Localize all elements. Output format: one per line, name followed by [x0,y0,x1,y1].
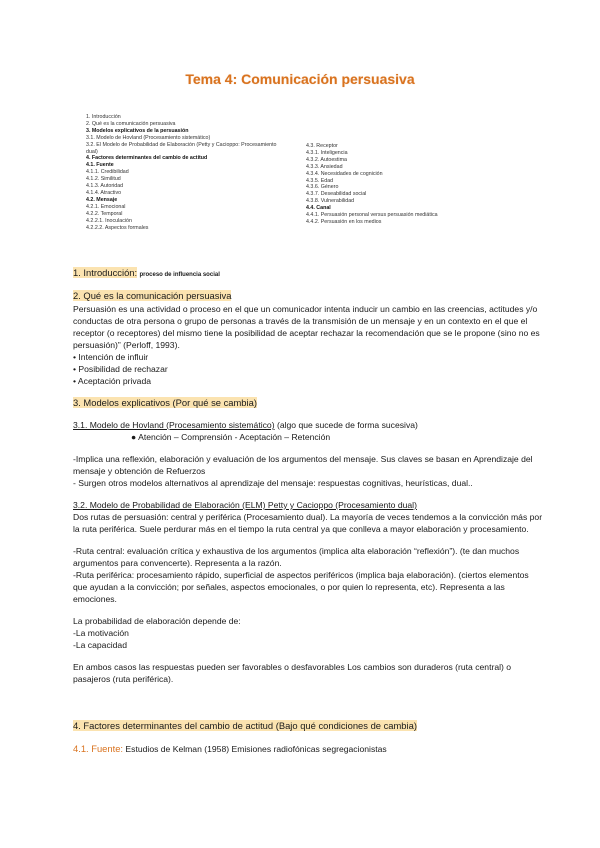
section-factores [73,719,543,755]
section-paragraph: Persuasión es una actividad o proceso en el que un comunicador intenta inducir un cambio en las creencias, actitudes y/o conductas de otra persona o grupo de personas a través de la transmisión de un mensaje y en un contexto en el que el receptor (o receptores) del mismo tiene la posibilidad de aceptar rechazar la recomendación que se le propone (sino no es persuasión)” (Perloff, 1993). [73,304,540,350]
list-item: • Posibilidad de rechazar [73,364,168,374]
subsection-note: Estudios de Kelman (1958) Emisiones radiofónicas segregacionistas [123,744,387,754]
subsection-title: 4.1. Fuente: [73,743,124,754]
subsection-title: 3.2. Modelo de Probabilidad de Elaboración (ELM) Petty y Cacioppo (Procesamiento dual) [73,500,417,510]
section-paragraph: -Ruta central: evaluación crítica y exhaustiva de los argumentos (implica alta elaboración “reflexión”). (te dan muchos argumentos para convencerte). Representa a la razón. [73,546,520,568]
section-paragraph: -Implica una reflexión, elaboración y evaluación de los argumentos del mensaje. Sus claves se basan en Aprendizaje del mensaje y obtención de Refuerzos [73,454,533,476]
list-item: ● Atención – Comprensión - Aceptación – Retención [131,432,331,442]
section-que-es [73,289,543,387]
toc-item[interactable]: 4.3. Receptor [306,143,338,149]
section-note: proceso de influencia social [139,272,220,278]
toc-item[interactable]: 4.3.6. Género [306,184,339,191]
section-modelos [73,396,543,685]
list-item: -La capacidad [73,640,127,650]
toc-item[interactable]: 4.4. Canal [306,205,331,212]
toc-item[interactable]: 2. Qué es la comunicación persuasiva [86,120,176,127]
toc-item[interactable]: 4.4.2. Persuasión en los medios [306,218,382,225]
toc-item[interactable]: 3.2. El Modelo de Probabilidad de Elaboración (Petty y Cacioppo: Procesamiento dual) [86,141,277,155]
section-paragraph: En ambos casos las respuestas pueden ser favorables o desfavorables Los cambios son duraderos (ruta central) o pasajeros (ruta periférica). [73,662,512,684]
section-heading: 3. Modelos explicativos (Por qué se cambia) [73,397,257,408]
toc-item[interactable]: 4.3.7. Deseabilidad social [306,191,367,198]
toc-item[interactable]: 4.4.1. Persuasión personal versus persuasión mediática [306,212,438,219]
toc-item[interactable]: 3. Modelos explicativos de la persuasión [86,127,189,134]
list-item: • Intención de influir [73,352,149,362]
toc-item[interactable]: 4.2.2.1. Inoculación [86,217,132,224]
toc-item[interactable]: 4.3.4. Necesidades de cognición [306,170,383,177]
section-paragraph: La probabilidad de elaboración depende de: [73,616,241,626]
toc-item[interactable]: 4.1. Fuente [86,162,114,169]
toc-item[interactable]: 4.3.1. Inteligencia [306,149,348,156]
toc-item[interactable]: 4.3.8. Vulnerabilidad [306,198,355,205]
toc-item[interactable]: 4.2. Mensaje [86,196,118,203]
toc-item[interactable]: 1. Introducción [86,114,121,120]
toc-item[interactable]: 4.1.4. Atractivo [86,189,122,196]
table-of-contents-right [306,143,506,226]
section-paragraph: Dos rutas de persuasión: central y periférica (Procesamiento dual). La mayoría de veces tendemos a la convicción más por la ruta periférica. Suele perdurar más en el tiempo la ruta central ya que conlleva a mayor elaboración y procesamiento. [73,512,543,534]
section-paragraph: -Ruta periférica: procesamiento rápido, superficial de aspectos periféricos (implica baja elaboración). (ciertos elementos que ayudan a la convicción; por señales, aspectos emocionales, o por quien lo representa, etc). Representa a las emociones. [73,570,529,604]
toc-item[interactable]: 4.2.2. Temporal [86,210,123,217]
toc-item[interactable]: 4.1.3. Autoridad [86,183,124,190]
toc-item[interactable]: 4.3.3. Ansiedad [306,163,343,170]
table-of-contents-left [86,114,286,231]
subsection-note: (algo que sucede de forma sucesiva) [274,420,418,430]
section-heading: 2. Qué es la comunicación persuasiva [73,290,232,301]
subsection-title: 3.1. Modelo de Hovland (Procesamiento sistemático) [73,420,275,430]
page-title: Tema 4: Comunicación persuasiva [185,71,415,87]
section-heading: 1. Introducción: [73,267,138,278]
list-item: • Aceptación privada [73,376,152,386]
toc-item[interactable]: 4.3.2. Autoestima [306,156,347,163]
list-item: -La motivación [73,628,129,638]
toc-item[interactable]: 4.2.1. Emocional [86,203,126,210]
toc-item[interactable]: 4.3.5. Edad [306,177,334,184]
toc-item[interactable]: 4. Factores determinantes del cambio de actitud [86,155,208,162]
section-paragraph: - Surgen otros modelos alternativos al aprendizaje del mensaje: respuestas cognitivas, heurísticas, dual.. [73,478,473,488]
toc-item[interactable]: 4.1.1. Credibilidad [86,169,129,176]
section-heading: 4. Factores determinantes del cambio de actitud (Bajo qué condiciones de cambia) [73,720,417,731]
toc-item[interactable]: 3.1. Modelo de Hovland (Procesamiento sistemático) [86,134,211,141]
section-introduccion [73,266,543,281]
toc-item[interactable]: 4.2.2.2. Aspectos formales [86,224,149,231]
toc-item[interactable]: 4.1.2. Similitud [86,176,121,183]
